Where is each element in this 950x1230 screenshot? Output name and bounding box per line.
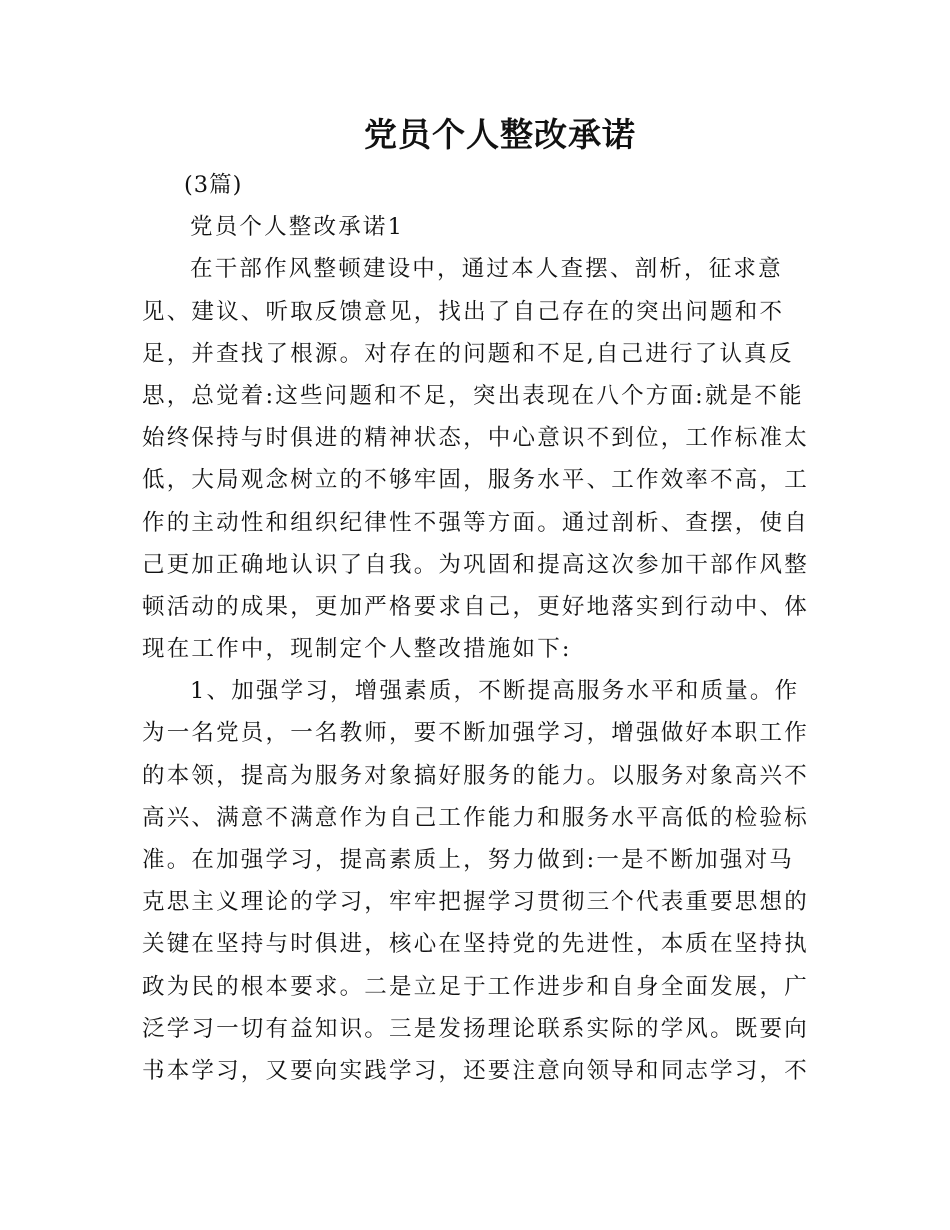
document-body <box>142 164 822 1092</box>
text-line: 为一名党员，一名教师，要不断加强学习，增强做好本职工作 <box>142 720 809 747</box>
text-line: 政为民的根本要求。二是立足于工作进步和自身全面发展，广 <box>142 973 809 1000</box>
text-line: 克思主义理论的学习，牢牢把握学习贯彻三个代表重要思想的 <box>142 889 809 916</box>
text-line: 始终保持与时俱进的精神状态，中心意识不到位，工作标准太 <box>142 425 809 452</box>
text-line: 的本领，提高为服务对象搞好服务的能力。以服务对象高兴不 <box>142 762 809 789</box>
document-title: 党员个人整改承诺 <box>364 115 636 154</box>
text-line: 关键在坚持与时俱进，核心在坚持党的先进性，本质在坚持执 <box>142 931 809 958</box>
text-line: 思，总觉着:这些问题和不足，突出表现在八个方面:就是不能 <box>142 382 804 409</box>
paragraph-2 <box>142 670 822 1092</box>
text-line: 现在工作中，现制定个人整改措施如下: <box>142 636 572 663</box>
text-line: 己更加正确地认识了自我。为巩固和提高这次参加干部作风整 <box>142 551 809 578</box>
section-heading: 党员个人整改承诺1 <box>190 214 405 241</box>
article-count: (3篇) <box>184 172 243 198</box>
text-line: 书本学习，又要向实践学习，还要注意向领导和同志学习，不 <box>142 1057 809 1084</box>
text-line: 顿活动的成果，更加严格要求自己，更好地落实到行动中、体 <box>142 593 809 620</box>
text-line: 低，大局观念树立的不够牢固，服务水平、工作效率不高，工 <box>142 467 809 494</box>
text-line: 准。在加强学习，提高素质上，努力做到:一是不断加强对马 <box>142 847 794 873</box>
text-line: 见、建议、听取反馈意见，找出了自己存在的突出问题和不 <box>142 298 785 325</box>
text-line: 作的主动性和组织纪律性不强等方面。通过剖析、查摆，使自 <box>142 509 809 536</box>
text-line: 高兴、满意不满意作为自己工作能力和服务水平高低的检验标 <box>142 804 809 831</box>
paragraph-1 <box>142 248 822 670</box>
text-line: 1、加强学习，增强素质，不断提高服务水平和质量。作 <box>190 678 800 705</box>
text-line: 泛学习一切有益知识。三是发扬理论联系实际的学风。既要向 <box>142 1015 809 1042</box>
text-line: 足，并查找了根源。对存在的问题和不足,自己进行了认真反 <box>142 340 794 367</box>
text-line: 在干部作风整顿建设中，通过本人查摆、剖析，征求意 <box>190 256 783 283</box>
